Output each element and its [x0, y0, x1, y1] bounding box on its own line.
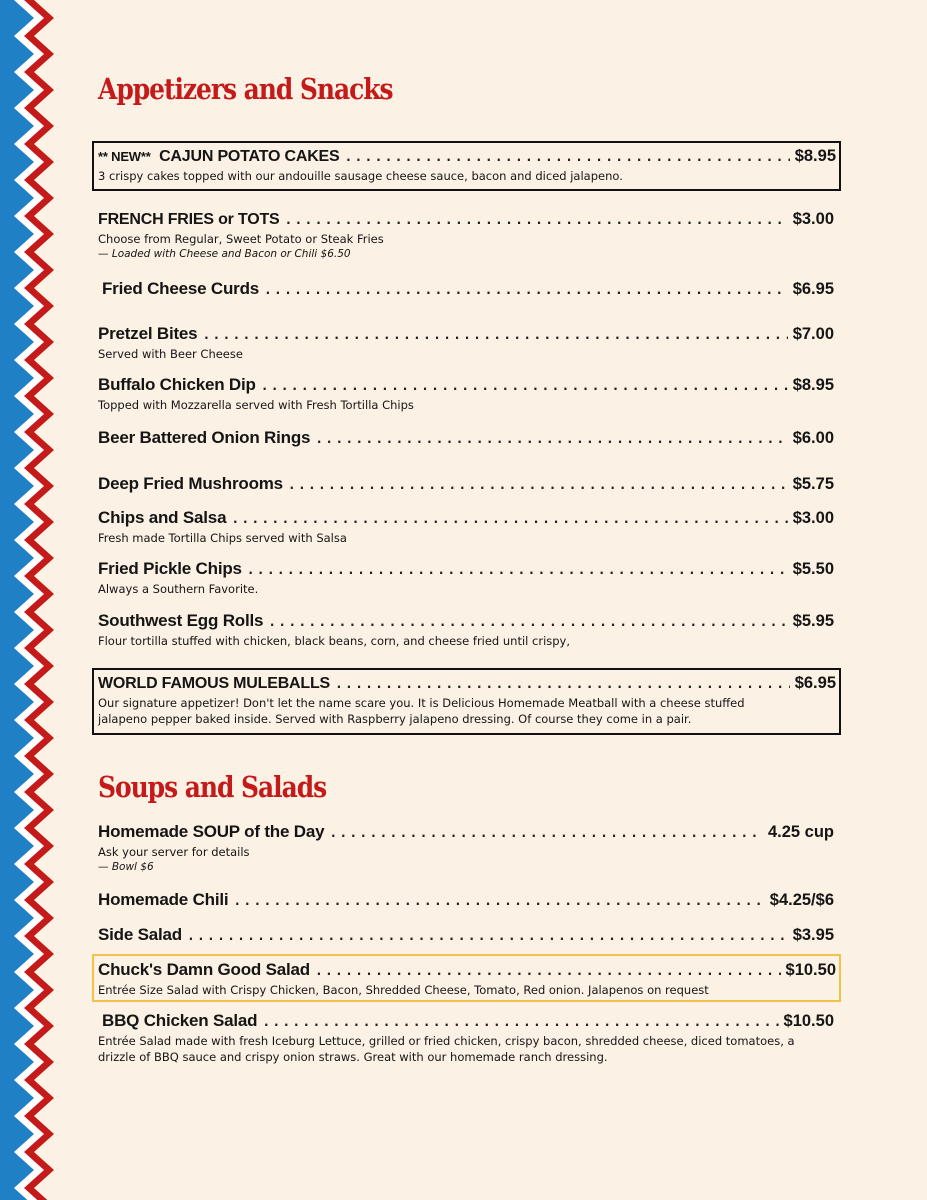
menu-item-cajun-potato-cakes — [92, 141, 841, 191]
dot-leader — [261, 379, 788, 394]
item-price: $6.95 — [792, 280, 834, 298]
menu-item-pretzel-bites — [98, 324, 834, 362]
item-price: $8.95 — [792, 376, 834, 394]
dot-leader — [247, 563, 788, 578]
item-name: Fried Pickle Chips — [98, 559, 242, 578]
item-name: WORLD FAMOUS MULEBALLS — [98, 675, 331, 692]
item-name: Beer Battered Onion Rings — [98, 428, 311, 447]
item-description: Our signature appetizer! Don't let the name scare you. It is Delicious Homemade Meatball with a cheese stuffed jalapeno pepper baked inside. Served with Raspberry jalapeno dressing. Of course they come in a pair. — [98, 696, 745, 726]
section-title-soups: Soups and Salads — [98, 770, 327, 804]
menu-item-french-fries — [98, 210, 834, 262]
item-name: Chips and Salsa — [98, 508, 227, 527]
item-description: Always a Southern Favorite. — [98, 582, 259, 596]
item-name: Homemade Chili — [98, 890, 229, 909]
item-price: $4.25/$6 — [769, 891, 834, 909]
menu-item-onion-rings — [98, 428, 834, 448]
item-price: $8.95 — [794, 147, 836, 165]
dot-leader — [345, 150, 790, 165]
item-description: Flour tortilla stuffed with chicken, black beans, corn, and cheese fried until crispy, — [98, 634, 571, 648]
menu-item-muleballs — [92, 668, 841, 735]
item-name: Homemade SOUP of the Day — [98, 822, 325, 841]
item-name: Deep Fried Mushrooms — [98, 474, 283, 493]
menu-item-chucks-damn-good-salad — [92, 954, 841, 1002]
item-description: Choose from Regular, Sweet Potato or Steak Fries — [98, 232, 384, 246]
dot-leader — [315, 964, 781, 979]
menu-item-chips-and-salsa — [98, 508, 834, 546]
item-price: $5.95 — [792, 612, 834, 630]
menu-item-fried-pickle-chips — [98, 559, 834, 597]
menu-item-fried-cheese-curds — [102, 279, 834, 299]
dot-leader — [268, 615, 787, 630]
item-price: $5.50 — [792, 560, 834, 578]
item-price: $10.50 — [785, 961, 836, 979]
item-description: 3 crispy cakes topped with our andouille sausage cheese sauce, bacon and diced jalapeno. — [98, 169, 623, 183]
item-subnote: — Bowl $6 — [98, 861, 154, 873]
item-price: $3.95 — [792, 926, 834, 944]
dot-leader — [231, 512, 787, 527]
menu-item-buffalo-chicken-dip — [98, 375, 834, 413]
section-title-appetizers: Appetizers and Snacks — [98, 72, 393, 106]
item-description: Ask your server for details — [98, 845, 250, 859]
dot-leader — [233, 894, 764, 909]
item-description: Fresh made Tortilla Chips served with Salsa — [98, 531, 347, 545]
item-name: Buffalo Chicken Dip — [98, 375, 256, 394]
item-description: Entrée Salad made with fresh Iceburg Lettuce, grilled or fried chicken, crispy bacon, shredded cheese, diced tomatoes, a drizzle of BBQ sauce and crispy onion straws. Great with our homemade ranch dressing. — [98, 1034, 795, 1064]
dot-leader — [187, 929, 788, 944]
dot-leader — [264, 283, 788, 298]
item-price: $10.50 — [783, 1012, 834, 1030]
dot-leader — [262, 1015, 778, 1030]
item-price: 4.25 cup — [767, 823, 834, 841]
item-name: ** NEW** CAJUN POTATO CAKES — [98, 148, 340, 165]
item-price: $3.00 — [792, 210, 834, 228]
menu-item-side-salad — [98, 925, 834, 945]
menu-item-bbq-chicken-salad — [98, 1011, 834, 1065]
dot-leader — [315, 432, 787, 447]
item-price: $7.00 — [792, 325, 834, 343]
item-price: $3.00 — [792, 509, 834, 527]
menu-item-southwest-egg-rolls — [98, 611, 834, 649]
item-name: FRENCH FRIES or TOTS — [98, 211, 280, 228]
item-description: Entrée Size Salad with Crispy Chicken, Bacon, Shredded Cheese, Tomato, Red onion. Jalapenos on request — [98, 983, 709, 997]
dot-leader — [285, 213, 788, 228]
item-name: BBQ Chicken Salad — [102, 1011, 258, 1030]
item-name: Pretzel Bites — [98, 324, 198, 343]
item-price: $6.95 — [794, 674, 836, 692]
menu-item-soup-of-the-day — [98, 822, 834, 875]
dot-leader — [335, 677, 790, 692]
item-name: Chuck's Damn Good Salad — [98, 960, 310, 979]
dot-leader — [202, 328, 787, 343]
menu-item-homemade-chili — [98, 890, 834, 910]
item-description: Served with Beer Cheese — [98, 347, 243, 361]
item-price: $5.75 — [792, 475, 834, 493]
item-name: Side Salad — [98, 925, 182, 944]
item-description: Topped with Mozzarella served with Fresh Tortilla Chips — [98, 398, 414, 412]
dot-leader — [329, 826, 763, 841]
item-price: $6.00 — [792, 429, 834, 447]
dot-leader — [288, 478, 788, 493]
item-subnote: — Loaded with Cheese and Bacon or Chili $6.50 — [98, 248, 351, 260]
item-prefix: ** NEW** — [98, 149, 151, 164]
item-name: Fried Cheese Curds — [102, 279, 260, 298]
menu-item-deep-fried-mushrooms — [98, 474, 834, 494]
item-name: Southwest Egg Rolls — [98, 611, 264, 630]
zigzag-border — [0, 0, 60, 1200]
